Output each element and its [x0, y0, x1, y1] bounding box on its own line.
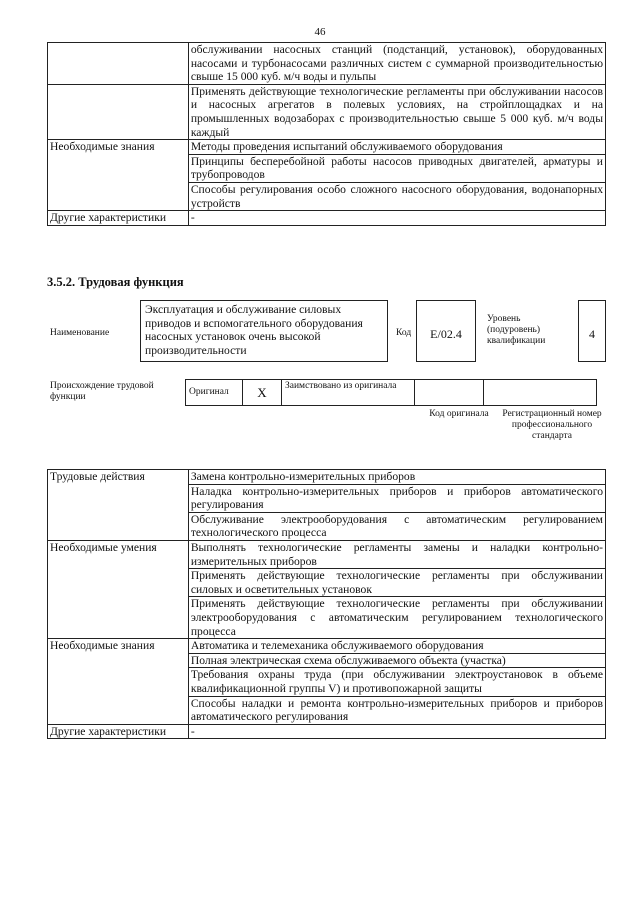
reg-number-caption: Регистрационный номер профессионального стандарта — [502, 409, 602, 441]
row-text: Наладка контрольно-измерительных приборов и приборов автоматического регулирования — [188, 484, 605, 512]
original-mark: X — [242, 379, 282, 406]
table-row — [48, 211, 606, 226]
row-text: Методы проведения испытаний обслуживаемого оборудования — [188, 140, 605, 155]
row-label: Другие характеристики — [48, 724, 189, 739]
row-text: Применять действующие технологические регламенты при обслуживании силовых и осветительных установок — [188, 569, 605, 597]
function-table — [47, 469, 606, 739]
row-label: Необходимые умения — [48, 540, 189, 638]
origin-row — [186, 379, 597, 406]
row-text: Принципы бесперебойной работы насосов приводных двигателей, арматуры и трубопроводов — [188, 154, 605, 182]
table-row — [48, 140, 606, 155]
original-code-cell — [414, 379, 484, 406]
original-label: Оригинал — [185, 379, 243, 406]
table-row — [48, 639, 606, 654]
row-label — [48, 84, 189, 139]
row-label — [48, 43, 189, 85]
continued-table — [47, 42, 606, 226]
table-row — [48, 84, 606, 139]
row-text: Автоматика и телемеханика обслуживаемого оборудования — [188, 639, 605, 654]
borrowed-label: Заимствовано из оригинала — [281, 379, 415, 406]
row-text: Способы регулирования особо сложного насосного оборудования, водонапорных устройств — [188, 182, 605, 210]
row-text: Выполнять технологические регламенты замены и наладки контрольно-измерительных приборов — [188, 540, 605, 568]
row-text: обслуживании насосных станций (подстанций, установок), оборудованных насосами и турбонасосами различных систем с суммарной производительностью свыше 15 000 куб. м/ч воды и пульпы — [188, 43, 605, 85]
row-label: Необходимые знания — [48, 639, 189, 725]
row-text: Применять действующие технологические регламенты при обслуживании насосов и насосных агрегатов в полевых условиях, на стройплощадках и на промышленных водозаборах с производительностью свыше 5 000 куб. м/ч воды каждый — [188, 84, 605, 139]
level-label: Уровень (подуровень) квалификации — [487, 314, 546, 346]
code-label: Код — [396, 328, 412, 338]
table-row — [48, 43, 606, 85]
row-text: - — [188, 211, 605, 226]
row-text: Требования охраны труда (при обслуживании электроустановок в объеме квалификационной группы V) и противопожарной защиты — [188, 668, 605, 696]
row-text: Способы наладки и ремонта контрольно-измерительных приборов и приборов автоматического регулирования — [188, 696, 605, 724]
origin-label: Происхождение трудовой функции — [50, 381, 154, 402]
function-code: E/02.4 — [416, 300, 476, 362]
row-label: Трудовые действия — [48, 470, 189, 541]
table-row — [48, 724, 606, 739]
reg-number-cell — [483, 379, 597, 406]
row-text: Обслуживание электрооборудования с автоматическим регулированием технологического процесса — [188, 512, 605, 540]
row-label: Необходимые знания — [48, 140, 189, 211]
row-text: Полная электрическая схема обслуживаемого объекта (участка) — [188, 653, 605, 668]
table-row — [48, 470, 606, 485]
table-row — [48, 540, 606, 568]
name-label: Наименование — [50, 328, 110, 338]
row-text: Применять действующие технологические регламенты при обслуживании электрооборудования с автоматическим регулированием технологического процесса — [188, 597, 605, 639]
page-number: 46 — [314, 26, 326, 38]
section-title: 3.5.2. Трудовая функция — [47, 275, 184, 289]
row-label: Другие характеристики — [48, 211, 189, 226]
function-name: Эксплуатация и обслуживание силовых приводов и вспомогательного оборудования насосных установок очень высокой производительности — [140, 300, 388, 362]
row-text: - — [188, 724, 605, 739]
row-text: Замена контрольно-измерительных приборов — [188, 470, 605, 485]
level-value: 4 — [578, 300, 606, 362]
code-original-caption: Код оригинала — [429, 409, 489, 419]
